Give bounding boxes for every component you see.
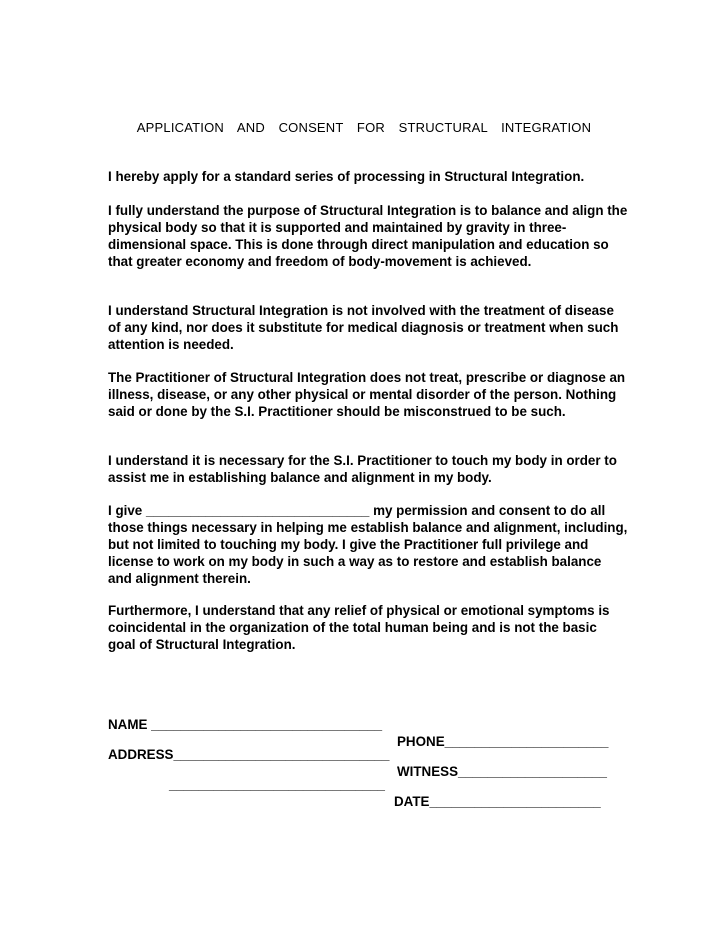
address-field[interactable]: ADDRESS_____________________________: [108, 747, 390, 762]
witness-field[interactable]: WITNESS____________________: [397, 764, 607, 779]
paragraph-purpose: I fully understand the purpose of Structural Integration is to balance and align the physical body so that it is supported and maintained by gravity in three-dimensional space. This is done through direct manipulation and education so that greater economy and freedom of body-movement is achieved.: [108, 203, 628, 269]
document-title: APPLICATION AND CONSENT FOR STRUCTURAL INTEGRATION: [136, 120, 592, 135]
paragraph-relief: Furthermore, I understand that any relief of physical or emotional symptoms is coincidental in the organization of the total human being and is not the basic goal of Structural Integration.: [108, 603, 610, 652]
name-field[interactable]: NAME _______________________________: [108, 717, 383, 732]
paragraph-practitioner: The Practitioner of Structural Integration does not treat, prescribe or diagnose an illness, disease, or any other physical or mental disorder of the person. Nothing said or done by the S.I. Practitioner should be misconstrued to be such.: [108, 370, 626, 419]
paragraph-consent: I give ______________________________ my permission and consent to do all those things necessary in helping me establish balance and alignment, including, but not limited to touching my body. I give the Practitioner full privilege and license to work on my body in such a way as to restore and establish balance and alignment therein.: [108, 503, 628, 586]
paragraph-touch: I understand it is necessary for the S.I. Practitioner to touch my body in order to assist me in establishing balance and alignment in my body.: [108, 453, 617, 485]
paragraph-apply: I hereby apply for a standard series of processing in Structural Integration.: [108, 169, 585, 184]
paragraph-not-medical: I understand Structural Integration is not involved with the treatment of disease of any kind, nor does it substitute for medical diagnosis or treatment when such attention is needed.: [108, 303, 619, 352]
address-line2-field[interactable]: _____________________________: [169, 777, 385, 792]
date-field[interactable]: DATE_______________________: [394, 794, 601, 809]
form-row-address2-date: [0, 759, 728, 827]
phone-field[interactable]: PHONE______________________: [397, 734, 609, 749]
